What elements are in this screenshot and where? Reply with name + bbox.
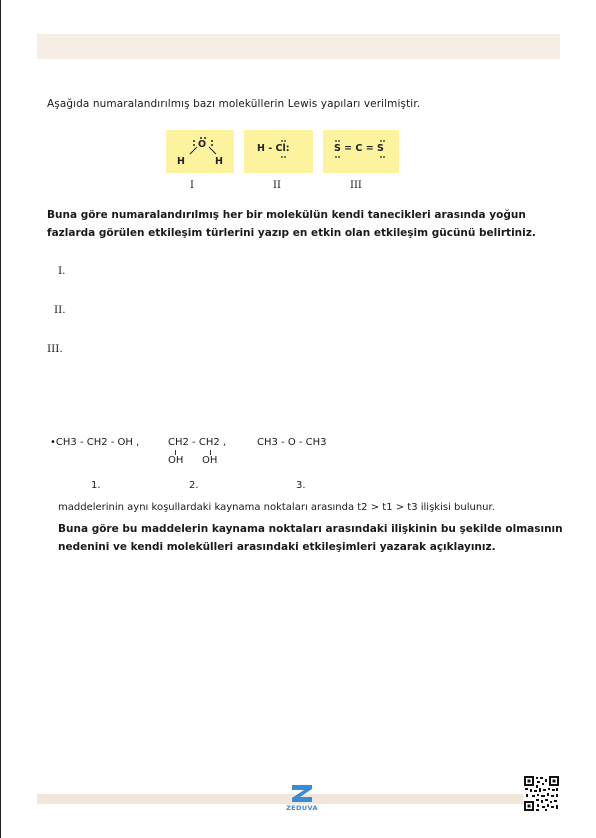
oxygen-atom: O [198,139,207,150]
question-1: Buna göre numaralandırılmış her bir molekülün kendi tanecikleri arasında yoğun fazlarda görülen etkileşim türlerini yazıp en etkin olan etkileşim gücünü belirtiniz. [47,209,536,239]
question-2: Buna göre bu maddelerin kaynama noktaları arasındaki ilişkinin bu şekilde olmasının nedenini ve kendi molekülleri arasındaki etkileşimleri yazarak açıklayınız. [58,523,563,553]
hydrogen-right: H [215,156,223,167]
sulfur-lone-pairs [323,130,399,173]
substance-1-formula: •CH3 - CH2 - OH , [50,437,140,448]
molecule-1-label: I [190,180,194,191]
hydrogen-left: H [177,156,185,167]
qr-code-icon [523,775,560,812]
substance-2-oh-right: OH [202,455,218,466]
molecule-1-box [166,130,234,173]
substance-3-formula: CH3 - O - CH3 [257,437,327,448]
page-edge-line [0,0,1,838]
molecule-2-box [244,130,313,173]
cs2-formula: S = C = S [334,143,384,154]
logo-text: ZEDUVA [286,804,318,812]
substance-2-formula: CH2 - CH2 , [168,437,227,448]
answer-label-1: I. [58,265,66,277]
chlorine-lone-pairs [244,130,313,173]
header-band [37,34,560,59]
substance-2-oh-left: OH [168,455,184,466]
answer-label-3: III. [47,343,63,355]
intro-text: Aşağıda numaralandırılmış bazı moleküllerin Lewis yapıları verilmiştir. [47,98,421,110]
answer-label-2: II. [54,304,66,316]
hcl-formula: H - Cl: [257,143,290,154]
substance-1-number: 1. [91,480,101,491]
boiling-point-statement: maddelerinin aynı koşullardaki kaynama noktaları arasında t2 > t1 > t3 ilişkisi bulunur. [58,502,495,513]
molecule-3-box [323,130,399,173]
substance-2-number: 2. [189,480,199,491]
substance-3-number: 3. [296,480,306,491]
molecule-3-label: III [350,180,362,191]
molecule-2-label: II [273,180,281,191]
logo-mark-icon [285,783,319,805]
zeduva-logo [285,783,319,813]
